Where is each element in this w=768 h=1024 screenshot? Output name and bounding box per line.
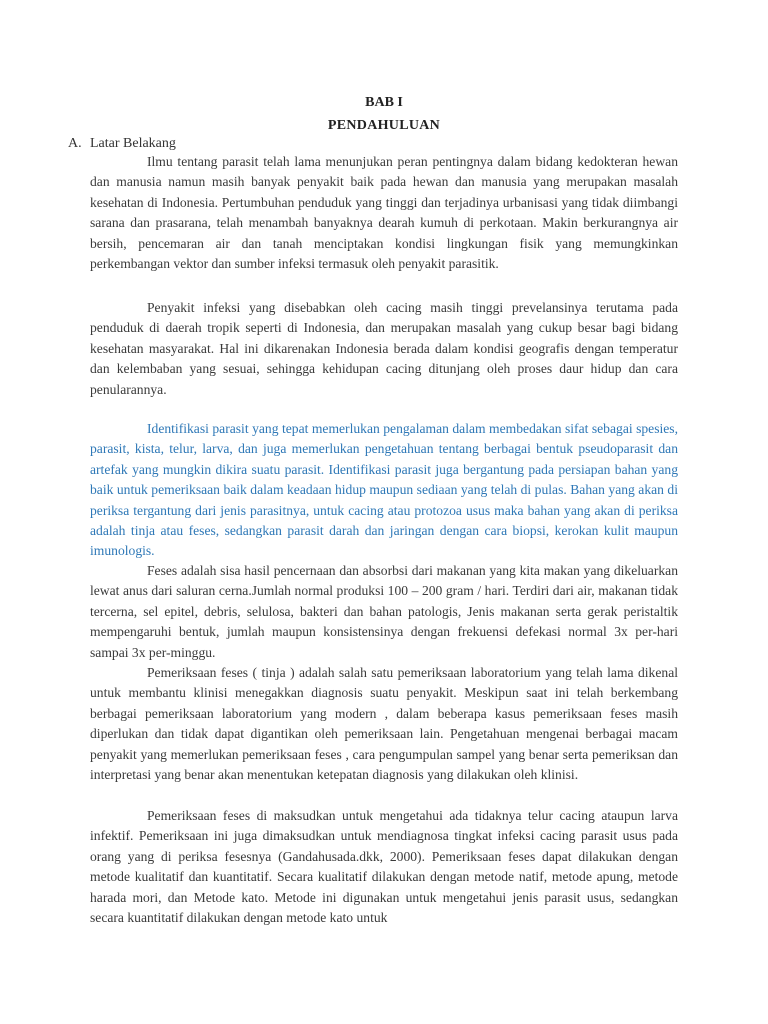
paragraph-block-1 [90, 152, 678, 274]
chapter-number: BAB I [365, 95, 403, 110]
chapter-title: PENDAHULUAN [327, 118, 441, 133]
paragraph: Ilmu tentang parasit telah lama menunjukan peran pentingnya dalam bidang kedokteran hewan dan manusia namun masih banyak penyakit baik pada hewan dan manusia yang merupakan masalah kesehatan di Indonesia. Pertumbuhan penduduk yang tinggi dan terjadinya urbanisasi yang tidak diimbangi sarana dan prasarana, telah menambah banyaknya dearah kumuh di perkotaan. Makin berkurangnya air bersih, pencemaran air dan tanah menciptakan kondisi lingkungan fisik yang memungkinkan perkembangan vektor dan sumber infeksi termasuk oleh penyakit parasitik. [90, 154, 678, 272]
paragraph: Feses adalah sisa hasil pencernaan dan absorbsi dari makanan yang kita makan yang dikeluarkan lewat anus dari saluran cerna.Jumlah normal produksi 100 – 200 gram / hari. Terdiri dari air, makanan tidak tercerna, sel epitel, debris, selulosa, bakteri dan bahan patologis, Jenis makanan serta gerak peristaltik mempengaruhi bentuk, jumlah maupun konsistensinya dengan frekuensi defekasi normal 3x per-hari sampai 3x per-minggu. [90, 563, 678, 660]
paragraph-block-2 [90, 298, 678, 400]
paragraph-block-3 [90, 419, 678, 562]
paragraph-block-4 [90, 561, 678, 663]
paragraph: Pemeriksaan feses ( tinja ) adalah salah satu pemeriksaan laboratorium yang telah lama dikenal untuk membantu klinisi menegakkan diagnosis suatu penyakit. Meskipun saat ini telah berkembang berbagai pemeriksaan laboratorium yang modern , dalam beberapa kasus pemeriksaan feses masih diperlukan dan tidak dapat digantikan oleh pemeriksaan lain. Pengetahuan mengenai berbagai macam penyakit yang memerlukan pemeriksaan feses , cara pengumpulan sampel yang benar serta pemeriksan dan interpretasi yang benar akan menentukan ketepatan diagnosis yang dilakukan oleh klinisi. [90, 665, 678, 783]
paragraph-block-5 [90, 663, 678, 785]
section-heading [68, 136, 176, 152]
paragraph-highlighted: Identifikasi parasit yang tepat memerlukan pengalaman dalam membedakan sifat sebagai spesies, parasit, kista, telur, larva, dan juga memerlukan pengetahuan tentang berbagai bentuk pseudoparasit dan artefak yang mungkin dikira suatu parasit. Identifikasi parasit juga bergantung pada persiapan bahan yang baik untuk pemeriksaan baik dalam keadaan hidup maupun sediaan yang telah di pulas. Bahan yang akan di periksa tergantung dari jenis parasitnya, untuk cacing atau protozoa usus maka bahan yang akan di periksa adalah tinja atau feses, sedangkan parasit darah dan jaringan dengan cara biopsi, kerokan kulit maupun imunologis. [90, 421, 678, 559]
section-title: Latar Belakang [90, 136, 176, 151]
section-letter: A. [68, 136, 82, 151]
paragraph: Penyakit infeksi yang disebabkan oleh cacing masih tinggi prevelansinya terutama pada penduduk di daerah tropik seperti di Indonesia, dan merupakan masalah yang cukup besar bagi bidang kesehatan masyarakat. Hal ini dikarenakan Indonesia berada dalam kondisi geografis dengan temperatur dan kelembaban yang sesuai, sehingga kehidupan cacing ditunjang oleh proses daur hidup dan cara penularannya. [90, 300, 678, 397]
paragraph-block-6 [90, 806, 678, 928]
paragraph: Pemeriksaan feses di maksudkan untuk mengetahui ada tidaknya telur cacing ataupun larva infektif. Pemeriksaan ini juga dimaksudkan untuk mendiagnosa tingkat infeksi cacing parasit usus pada orang yang di periksa fesesnya (Gandahusada.dkk, 2000). Pemeriksaan feses dapat dilakukan dengan metode kualitatif dan kuantitatif. Secara kualitatif dilakukan dengan metode natif, metode apung, metode harada mori, dan Metode kato. Metode ini digunakan untuk mengetahui jenis parasit usus, sedangkan secara kuantitatif dilakukan dengan metode kato untuk [90, 808, 678, 926]
